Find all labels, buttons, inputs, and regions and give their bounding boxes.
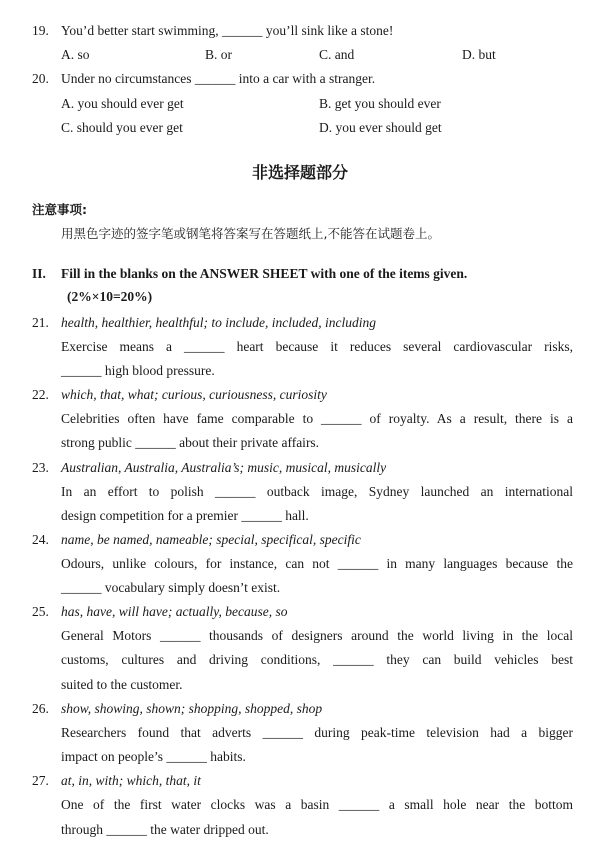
option-b: B. or <box>205 47 232 62</box>
question-text-line: General Motors ______ thousands of designers around the world living in the local <box>61 628 573 643</box>
question-text-line: design competition for a premier ______ hall. <box>61 508 309 523</box>
question-number: 19. <box>32 23 49 38</box>
option-a: A. so <box>61 47 90 62</box>
option-c: C. should you ever get <box>61 120 183 135</box>
option-d: D. you ever should get <box>319 120 442 135</box>
section-instruction: Fill in the blanks on the ANSWER SHEET with one of the items given. <box>61 266 468 281</box>
option-b: B. get you should ever <box>319 96 441 111</box>
word-choices: at, in, with; which, that, it <box>61 773 201 788</box>
question-text-line: through ______ the water dripped out. <box>61 822 269 837</box>
word-choices: health, healthier, healthful; to include, included, including <box>61 315 376 330</box>
word-choices: show, showing, shown; shopping, shopped, shop <box>61 701 323 716</box>
section-number: II. <box>32 266 46 281</box>
word-choices: Australian, Australia, Australia’s; music, musical, musically <box>61 460 387 475</box>
question-text-line: Exercise means a ______ heart because it reduces several cardiovascular risks, <box>61 339 573 354</box>
question-number: 25. <box>32 604 49 619</box>
word-choices: has, have, will have; actually, because, so <box>61 604 288 619</box>
option-c: C. and <box>319 47 355 62</box>
question-text-line: In an effort to polish ______ outback image, Sydney launched an international <box>61 484 573 499</box>
question-text-line: Researchers found that adverts ______ during peak-time television had a bigger <box>61 725 573 740</box>
note-title: 注意事项: <box>32 202 87 217</box>
question-text-line: Odours, unlike colours, for instance, can not ______ in many languages because the <box>61 556 573 571</box>
question-text-line: strong public ______ about their private affairs. <box>61 435 320 450</box>
section-score: (2%×10=20%) <box>67 289 153 304</box>
question-text-line: Celebrities often have fame comparable to ______ of royalty. As a result, there is a <box>61 411 573 426</box>
question-stem: Under no circumstances ______ into a car with a stranger. <box>61 71 376 86</box>
question-text-line: suited to the customer. <box>61 677 183 692</box>
question-number: 23. <box>32 460 49 475</box>
note-body: 用黑色字迹的签字笔或钢笔将答案写在答题纸上,不能答在试题卷上。 <box>61 226 440 241</box>
question-number: 26. <box>32 701 49 716</box>
question-number: 24. <box>32 532 49 547</box>
question-number: 21. <box>32 315 49 330</box>
option-a: A. you should ever get <box>61 96 184 111</box>
word-choices: which, that, what; curious, curiousness, curiosity <box>61 387 327 402</box>
question-text-line: impact on people’s ______ habits. <box>61 749 246 764</box>
option-d: D. but <box>462 47 496 62</box>
question-text-line: ______ vocabulary simply doesn’t exist. <box>61 580 281 595</box>
question-text-line: customs, cultures and driving conditions, ______ they can build vehicles best <box>61 652 573 667</box>
question-stem: You’d better start swimming, ______ you’ll sink like a stone! <box>61 23 394 38</box>
section-heading: 非选择题部分 <box>251 163 348 182</box>
word-choices: name, be named, nameable; special, specifical, specific <box>61 532 361 547</box>
question-text-line: One of the first water clocks was a basin ______ a small hole near the bottom <box>61 797 573 812</box>
question-text-line: ______ high blood pressure. <box>61 363 215 378</box>
question-number: 27. <box>32 773 49 788</box>
question-number: 20. <box>32 71 49 86</box>
question-number: 22. <box>32 387 49 402</box>
